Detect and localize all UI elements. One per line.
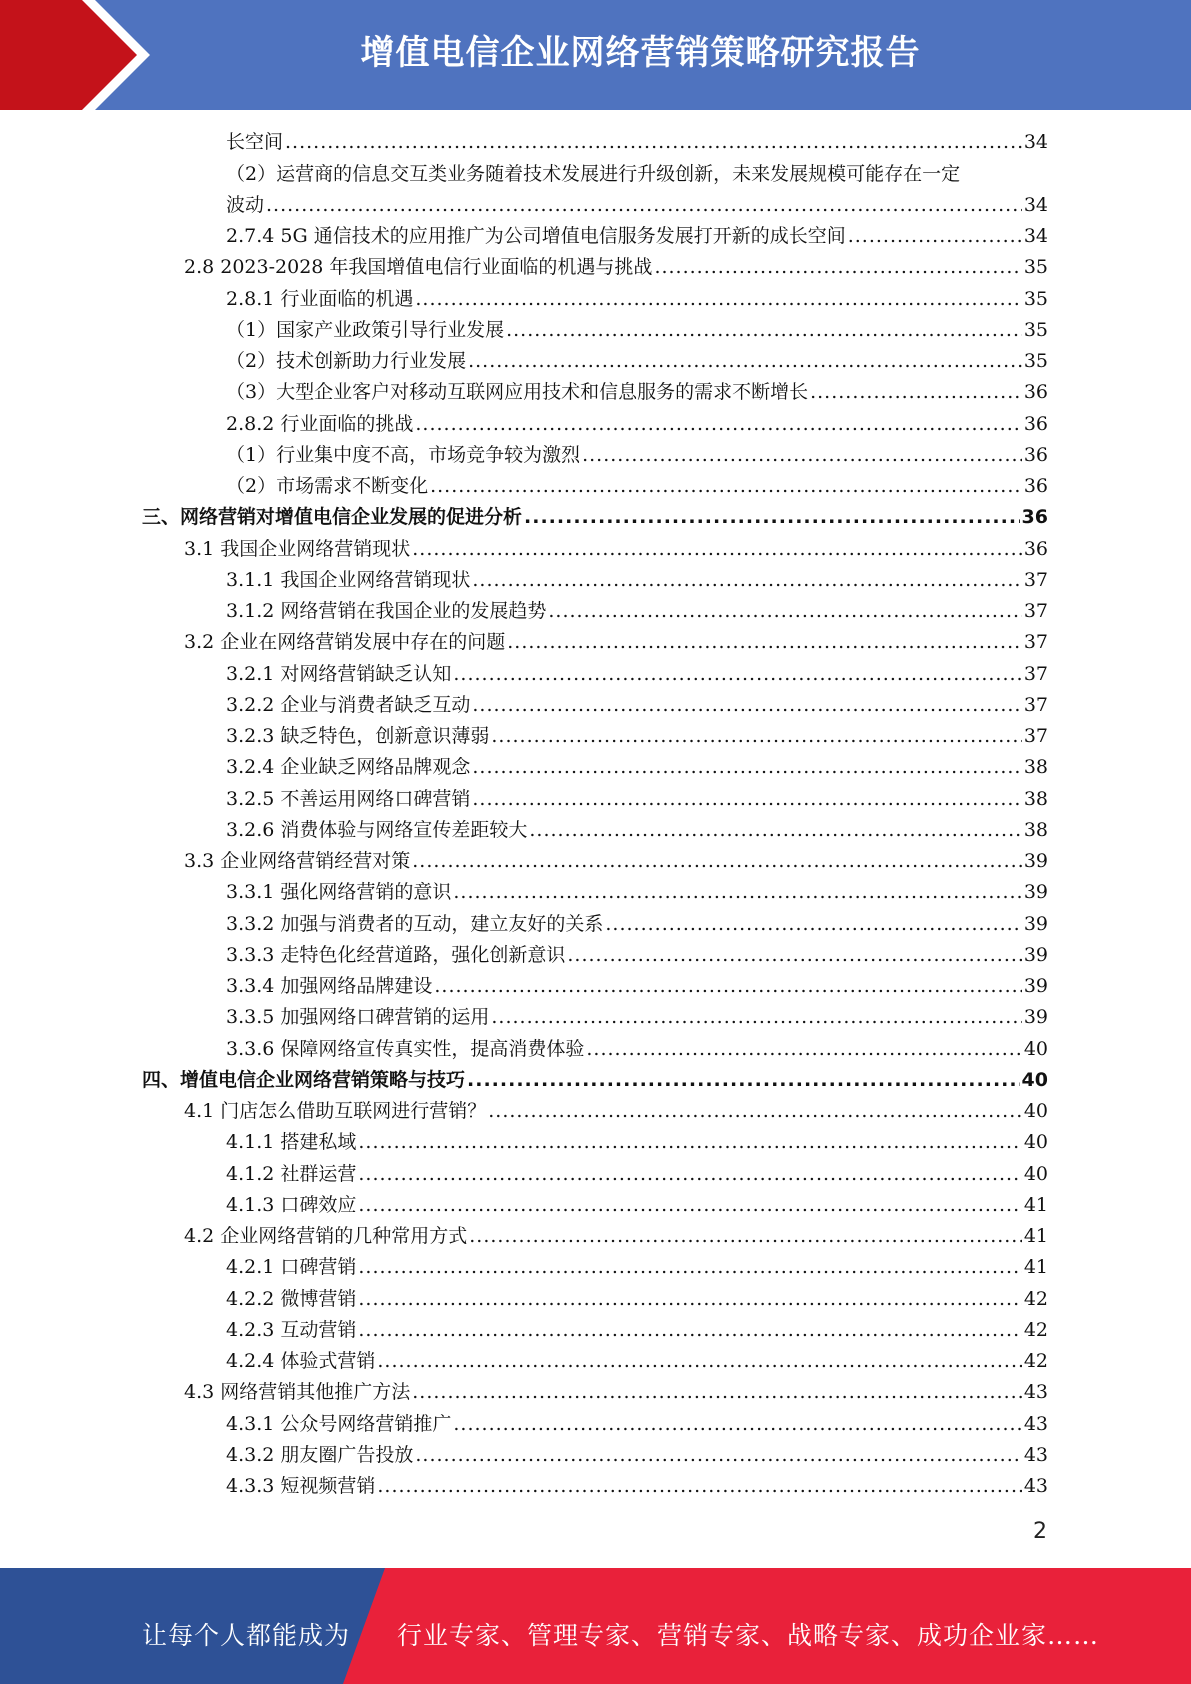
toc-entry[interactable] bbox=[142, 1158, 1048, 1189]
toc-leader-dots bbox=[266, 190, 1022, 221]
toc-entry-title: 2.8 2023-2028 年我国增值电信行业面临的机遇与挑战 bbox=[184, 256, 653, 279]
toc-leader-dots bbox=[654, 252, 1021, 283]
toc-entry-title: 3.3.4 加强网络品牌建设 bbox=[226, 975, 433, 997]
toc-leader-dots bbox=[285, 127, 1022, 158]
toc-leader-dots bbox=[491, 1002, 1021, 1033]
toc-entry-title: 3.2.5 不善运用网络口碑营销 bbox=[226, 787, 471, 810]
toc-entry-title: （2）市场需求不断变化 bbox=[226, 475, 429, 497]
toc-entry-title: 3.2.1 对网络营销缺乏认知 bbox=[226, 662, 452, 685]
toc-entry[interactable] bbox=[142, 971, 1048, 1002]
toc-entry[interactable] bbox=[142, 1190, 1048, 1221]
toc-entry[interactable] bbox=[142, 1096, 1048, 1127]
toc-entry-page: 35 bbox=[1023, 318, 1048, 341]
toc-leader-dots bbox=[472, 752, 1021, 783]
toc-entry-title: 3.3.3 走特色化经营道路，强化创新意识 bbox=[226, 943, 566, 966]
toc-entry-title: 4.1.2 社群运营 bbox=[226, 1162, 357, 1185]
toc-entry-title: （1）国家产业政策引导行业发展 bbox=[226, 318, 505, 341]
toc-entry[interactable] bbox=[142, 408, 1048, 439]
toc-leader-dots bbox=[412, 846, 1022, 877]
toc-entry[interactable] bbox=[142, 908, 1048, 939]
toc-leader-dots bbox=[810, 377, 1022, 408]
toc-entry-page: 39 bbox=[1023, 850, 1048, 872]
toc-entry-title: 波动 bbox=[226, 193, 265, 216]
toc-entry-page: 36 bbox=[1023, 443, 1048, 466]
toc-entry-title: 3.1.2 网络营销在我国企业的发展趋势 bbox=[226, 600, 547, 622]
toc-entry[interactable] bbox=[142, 315, 1048, 346]
toc-entry[interactable] bbox=[142, 471, 1048, 502]
toc-entry-title: 4.3.2 朋友圈广告投放 bbox=[226, 1443, 414, 1466]
toc-entry[interactable] bbox=[142, 815, 1048, 846]
toc-leader-dots bbox=[472, 784, 1021, 815]
toc-entry-page: 37 bbox=[1023, 631, 1048, 654]
toc-entry-page: 37 bbox=[1023, 693, 1048, 716]
toc-leader-dots bbox=[430, 471, 1022, 502]
toc-entry[interactable] bbox=[142, 502, 1048, 533]
document-title: 增值电信企业网络营销策略研究报告 bbox=[360, 33, 921, 73]
toc-entry[interactable] bbox=[142, 1002, 1048, 1033]
footer-slogan-right: 行业专家、管理专家、营销专家、战略专家、成功企业家…… bbox=[397, 1621, 1100, 1650]
toc-leader-dots bbox=[358, 1284, 1021, 1315]
toc-entry-page: 40 bbox=[1023, 1037, 1048, 1060]
toc-entry-title: 4.1.3 口碑效应 bbox=[226, 1193, 357, 1216]
toc-entry-title: 4.1 门店怎么借助互联网进行营销？ bbox=[184, 1100, 487, 1122]
toc-leader-dots bbox=[453, 877, 1021, 908]
toc-entry[interactable] bbox=[142, 1221, 1048, 1252]
toc-entry[interactable] bbox=[142, 533, 1048, 564]
toc-entry[interactable] bbox=[142, 1471, 1048, 1502]
toc-entry-title: 4.1.1 搭建私域 bbox=[226, 1131, 357, 1154]
toc-leader-dots bbox=[524, 502, 1020, 533]
toc-entry[interactable] bbox=[142, 658, 1048, 689]
toc-leader-dots bbox=[468, 346, 1022, 377]
toc-entry-page: 41 bbox=[1023, 1193, 1048, 1216]
toc-entry-page: 39 bbox=[1023, 912, 1048, 935]
toc-leader-dots bbox=[582, 440, 1022, 471]
toc-leader-dots bbox=[567, 940, 1021, 971]
toc-entry[interactable] bbox=[142, 283, 1048, 314]
toc-entry[interactable] bbox=[142, 565, 1048, 596]
toc-entry-page: 39 bbox=[1023, 975, 1048, 997]
toc-entry-page: 37 bbox=[1023, 725, 1048, 747]
toc-entry[interactable] bbox=[142, 1408, 1048, 1439]
toc-entry[interactable] bbox=[142, 158, 1048, 189]
toc-entry-page: 36 bbox=[1021, 506, 1048, 529]
toc-entry-title: 3.2 企业在网络营销发展中存在的问题 bbox=[184, 631, 506, 654]
toc-entry[interactable] bbox=[142, 1346, 1048, 1377]
toc-leader-dots bbox=[358, 1315, 1021, 1346]
toc-entry-title: 4.3.3 短视频营销 bbox=[226, 1475, 376, 1497]
toc-leader-dots bbox=[434, 971, 1021, 1002]
toc-entry-title: 3.1.1 我国企业网络营销现状 bbox=[226, 568, 471, 591]
toc-leader-dots bbox=[491, 721, 1021, 752]
toc-entry-page: 40 bbox=[1021, 1068, 1048, 1091]
toc-entry[interactable] bbox=[142, 252, 1048, 283]
toc-entry-title: （2）技术创新助力行业发展 bbox=[226, 350, 467, 372]
toc-leader-dots bbox=[472, 690, 1021, 721]
toc-leader-dots bbox=[467, 1065, 1020, 1096]
toc-leader-dots bbox=[548, 596, 1021, 627]
toc-leader-dots bbox=[506, 315, 1022, 346]
toc-entry-title: 3.3.6 保障网络宣传真实性，提高消费体验 bbox=[226, 1037, 585, 1060]
toc-leader-dots bbox=[415, 1440, 1021, 1471]
toc-leader-dots bbox=[529, 815, 1021, 846]
toc-leader-dots bbox=[358, 1127, 1021, 1158]
toc-entry[interactable] bbox=[142, 1440, 1048, 1471]
toc-leader-dots bbox=[848, 221, 1022, 252]
toc-leader-dots bbox=[453, 1409, 1021, 1440]
toc-leader-dots bbox=[605, 909, 1021, 940]
toc-entry[interactable] bbox=[142, 690, 1048, 721]
toc-entry-page: 35 bbox=[1023, 256, 1048, 279]
toc-entry-page: 35 bbox=[1023, 287, 1048, 310]
toc-leader-dots bbox=[453, 659, 1021, 690]
toc-entry-page: 35 bbox=[1023, 350, 1048, 372]
toc-entry-page: 38 bbox=[1023, 756, 1048, 779]
toc-entry-page: 43 bbox=[1023, 1412, 1048, 1435]
toc-entry[interactable] bbox=[142, 377, 1048, 408]
page-number: 2 bbox=[1033, 1519, 1047, 1544]
toc-entry-title: 3.2.4 企业缺乏网络品牌观念 bbox=[226, 756, 471, 779]
toc-entry-title: （2）运营商的信息交互类业务随着技术发展进行升级创新，未来发展规模可能存在一定 bbox=[226, 162, 961, 185]
toc-entry-title: 4.3 网络营销其他推广方法 bbox=[184, 1381, 411, 1404]
toc-entry-page: 42 bbox=[1023, 1318, 1048, 1341]
toc-entry-title: 四、增值电信企业网络营销策略与技巧 bbox=[142, 1068, 466, 1091]
toc-entry-page: 43 bbox=[1023, 1381, 1048, 1404]
toc-entry-title: 4.2.3 互动营销 bbox=[226, 1318, 357, 1341]
toc-leader-dots bbox=[507, 627, 1022, 658]
toc-leader-dots bbox=[377, 1346, 1021, 1377]
toc-entry-page: 34 bbox=[1023, 225, 1048, 247]
toc-entry-page: 36 bbox=[1023, 475, 1048, 497]
toc-entry-page: 34 bbox=[1023, 131, 1048, 154]
toc-leader-dots bbox=[586, 1034, 1021, 1065]
toc-entry[interactable] bbox=[142, 846, 1048, 877]
toc-entry[interactable] bbox=[142, 877, 1048, 908]
toc-entry-page: 36 bbox=[1023, 381, 1048, 404]
toc-entry-page: 43 bbox=[1023, 1443, 1048, 1466]
toc-entry[interactable] bbox=[142, 1033, 1048, 1064]
table-of-contents bbox=[142, 127, 1048, 1502]
toc-entry-title: （1）行业集中度不高，市场竞争较为激烈 bbox=[226, 443, 581, 466]
toc-entry-page: 38 bbox=[1023, 818, 1048, 841]
toc-entry-title: 4.2.4 体验式营销 bbox=[226, 1350, 376, 1372]
toc-entry-title: 2.7.4 5G 通信技术的应用推广为公司增值电信服务发展打开新的成长空间 bbox=[226, 225, 846, 247]
toc-entry[interactable] bbox=[142, 596, 1048, 627]
toc-entry-page: 40 bbox=[1023, 1100, 1048, 1122]
toc-entry-title: 2.8.2 行业面临的挑战 bbox=[226, 412, 414, 435]
toc-leader-dots bbox=[415, 409, 1021, 440]
toc-entry-page: 39 bbox=[1023, 943, 1048, 966]
toc-entry-page: 41 bbox=[1023, 1225, 1048, 1247]
toc-entry-title: 3.3.5 加强网络口碑营销的运用 bbox=[226, 1006, 490, 1029]
toc-leader-dots bbox=[358, 1190, 1021, 1221]
toc-entry-title: 4.3.1 公众号网络营销推广 bbox=[226, 1412, 452, 1435]
toc-entry-title: 2.8.1 行业面临的机遇 bbox=[226, 287, 414, 310]
toc-entry[interactable] bbox=[142, 627, 1048, 658]
toc-entry[interactable] bbox=[142, 940, 1048, 971]
toc-entry-title: 长空间 bbox=[226, 131, 284, 154]
toc-entry[interactable] bbox=[142, 346, 1048, 377]
toc-entry-title: 3.1 我国企业网络营销现状 bbox=[184, 537, 411, 560]
toc-entry[interactable] bbox=[142, 1127, 1048, 1158]
toc-entry-page: 40 bbox=[1023, 1131, 1048, 1154]
toc-entry-page: 39 bbox=[1023, 881, 1048, 904]
toc-entry[interactable] bbox=[142, 783, 1048, 814]
toc-entry-page: 39 bbox=[1023, 1006, 1048, 1029]
toc-leader-dots bbox=[415, 284, 1021, 315]
toc-entry-title: 三、网络营销对增值电信企业发展的促进分析 bbox=[142, 506, 523, 529]
toc-entry-page: 36 bbox=[1023, 537, 1048, 560]
toc-entry-page: 34 bbox=[1023, 193, 1048, 216]
toc-entry[interactable] bbox=[142, 190, 1048, 221]
toc-entry[interactable] bbox=[142, 221, 1048, 252]
toc-entry-title: 3.3.2 加强与消费者的互动，建立友好的关系 bbox=[226, 912, 604, 935]
toc-leader-dots bbox=[412, 534, 1022, 565]
footer-slogan-left: 让每个人都能成为 bbox=[142, 1621, 351, 1650]
toc-entry-title: 3.2.3 缺乏特色，创新意识薄弱 bbox=[226, 725, 490, 747]
toc-leader-dots bbox=[412, 1377, 1022, 1408]
toc-leader-dots bbox=[488, 1096, 1022, 1127]
toc-entry-page: 37 bbox=[1023, 568, 1048, 591]
toc-leader-dots bbox=[469, 1221, 1022, 1252]
toc-leader-dots bbox=[472, 565, 1021, 596]
toc-entry-page: 40 bbox=[1023, 1162, 1048, 1185]
toc-entry[interactable] bbox=[142, 127, 1048, 158]
toc-leader-dots bbox=[358, 1252, 1021, 1283]
toc-entry[interactable] bbox=[142, 1315, 1048, 1346]
toc-entry[interactable] bbox=[142, 1283, 1048, 1314]
toc-entry-page: 42 bbox=[1023, 1350, 1048, 1372]
toc-entry-title: 4.2.1 口碑营销 bbox=[226, 1256, 357, 1279]
toc-entry[interactable] bbox=[142, 752, 1048, 783]
toc-leader-dots bbox=[377, 1471, 1021, 1502]
toc-entry[interactable] bbox=[142, 1252, 1048, 1283]
toc-leader-dots bbox=[358, 1159, 1021, 1190]
toc-entry-page: 43 bbox=[1023, 1475, 1048, 1497]
toc-entry-page: 38 bbox=[1023, 787, 1048, 810]
toc-entry-page: 36 bbox=[1023, 412, 1048, 435]
toc-entry[interactable] bbox=[142, 440, 1048, 471]
toc-entry-title: 4.2 企业网络营销的几种常用方式 bbox=[184, 1225, 468, 1247]
toc-entry[interactable] bbox=[142, 1065, 1048, 1096]
page-header bbox=[0, 0, 1191, 110]
toc-entry-title: 3.2.2 企业与消费者缺乏互动 bbox=[226, 693, 471, 716]
toc-entry-title: 4.2.2 微博营销 bbox=[226, 1287, 357, 1310]
toc-entry-page: 42 bbox=[1023, 1287, 1048, 1310]
toc-entry-title: （3）大型企业客户对移动互联网应用技术和信息服务的需求不断增长 bbox=[226, 381, 809, 404]
toc-entry[interactable] bbox=[142, 1377, 1048, 1408]
toc-entry-page: 37 bbox=[1023, 600, 1048, 622]
toc-entry-title: 3.3.1 强化网络营销的意识 bbox=[226, 881, 452, 904]
toc-entry-page: 37 bbox=[1023, 662, 1048, 685]
toc-entry-title: 3.2.6 消费体验与网络宣传差距较大 bbox=[226, 818, 528, 841]
toc-entry[interactable] bbox=[142, 721, 1048, 752]
toc-entry-title: 3.3 企业网络营销经营对策 bbox=[184, 850, 411, 872]
toc-entry-page: 41 bbox=[1023, 1256, 1048, 1279]
